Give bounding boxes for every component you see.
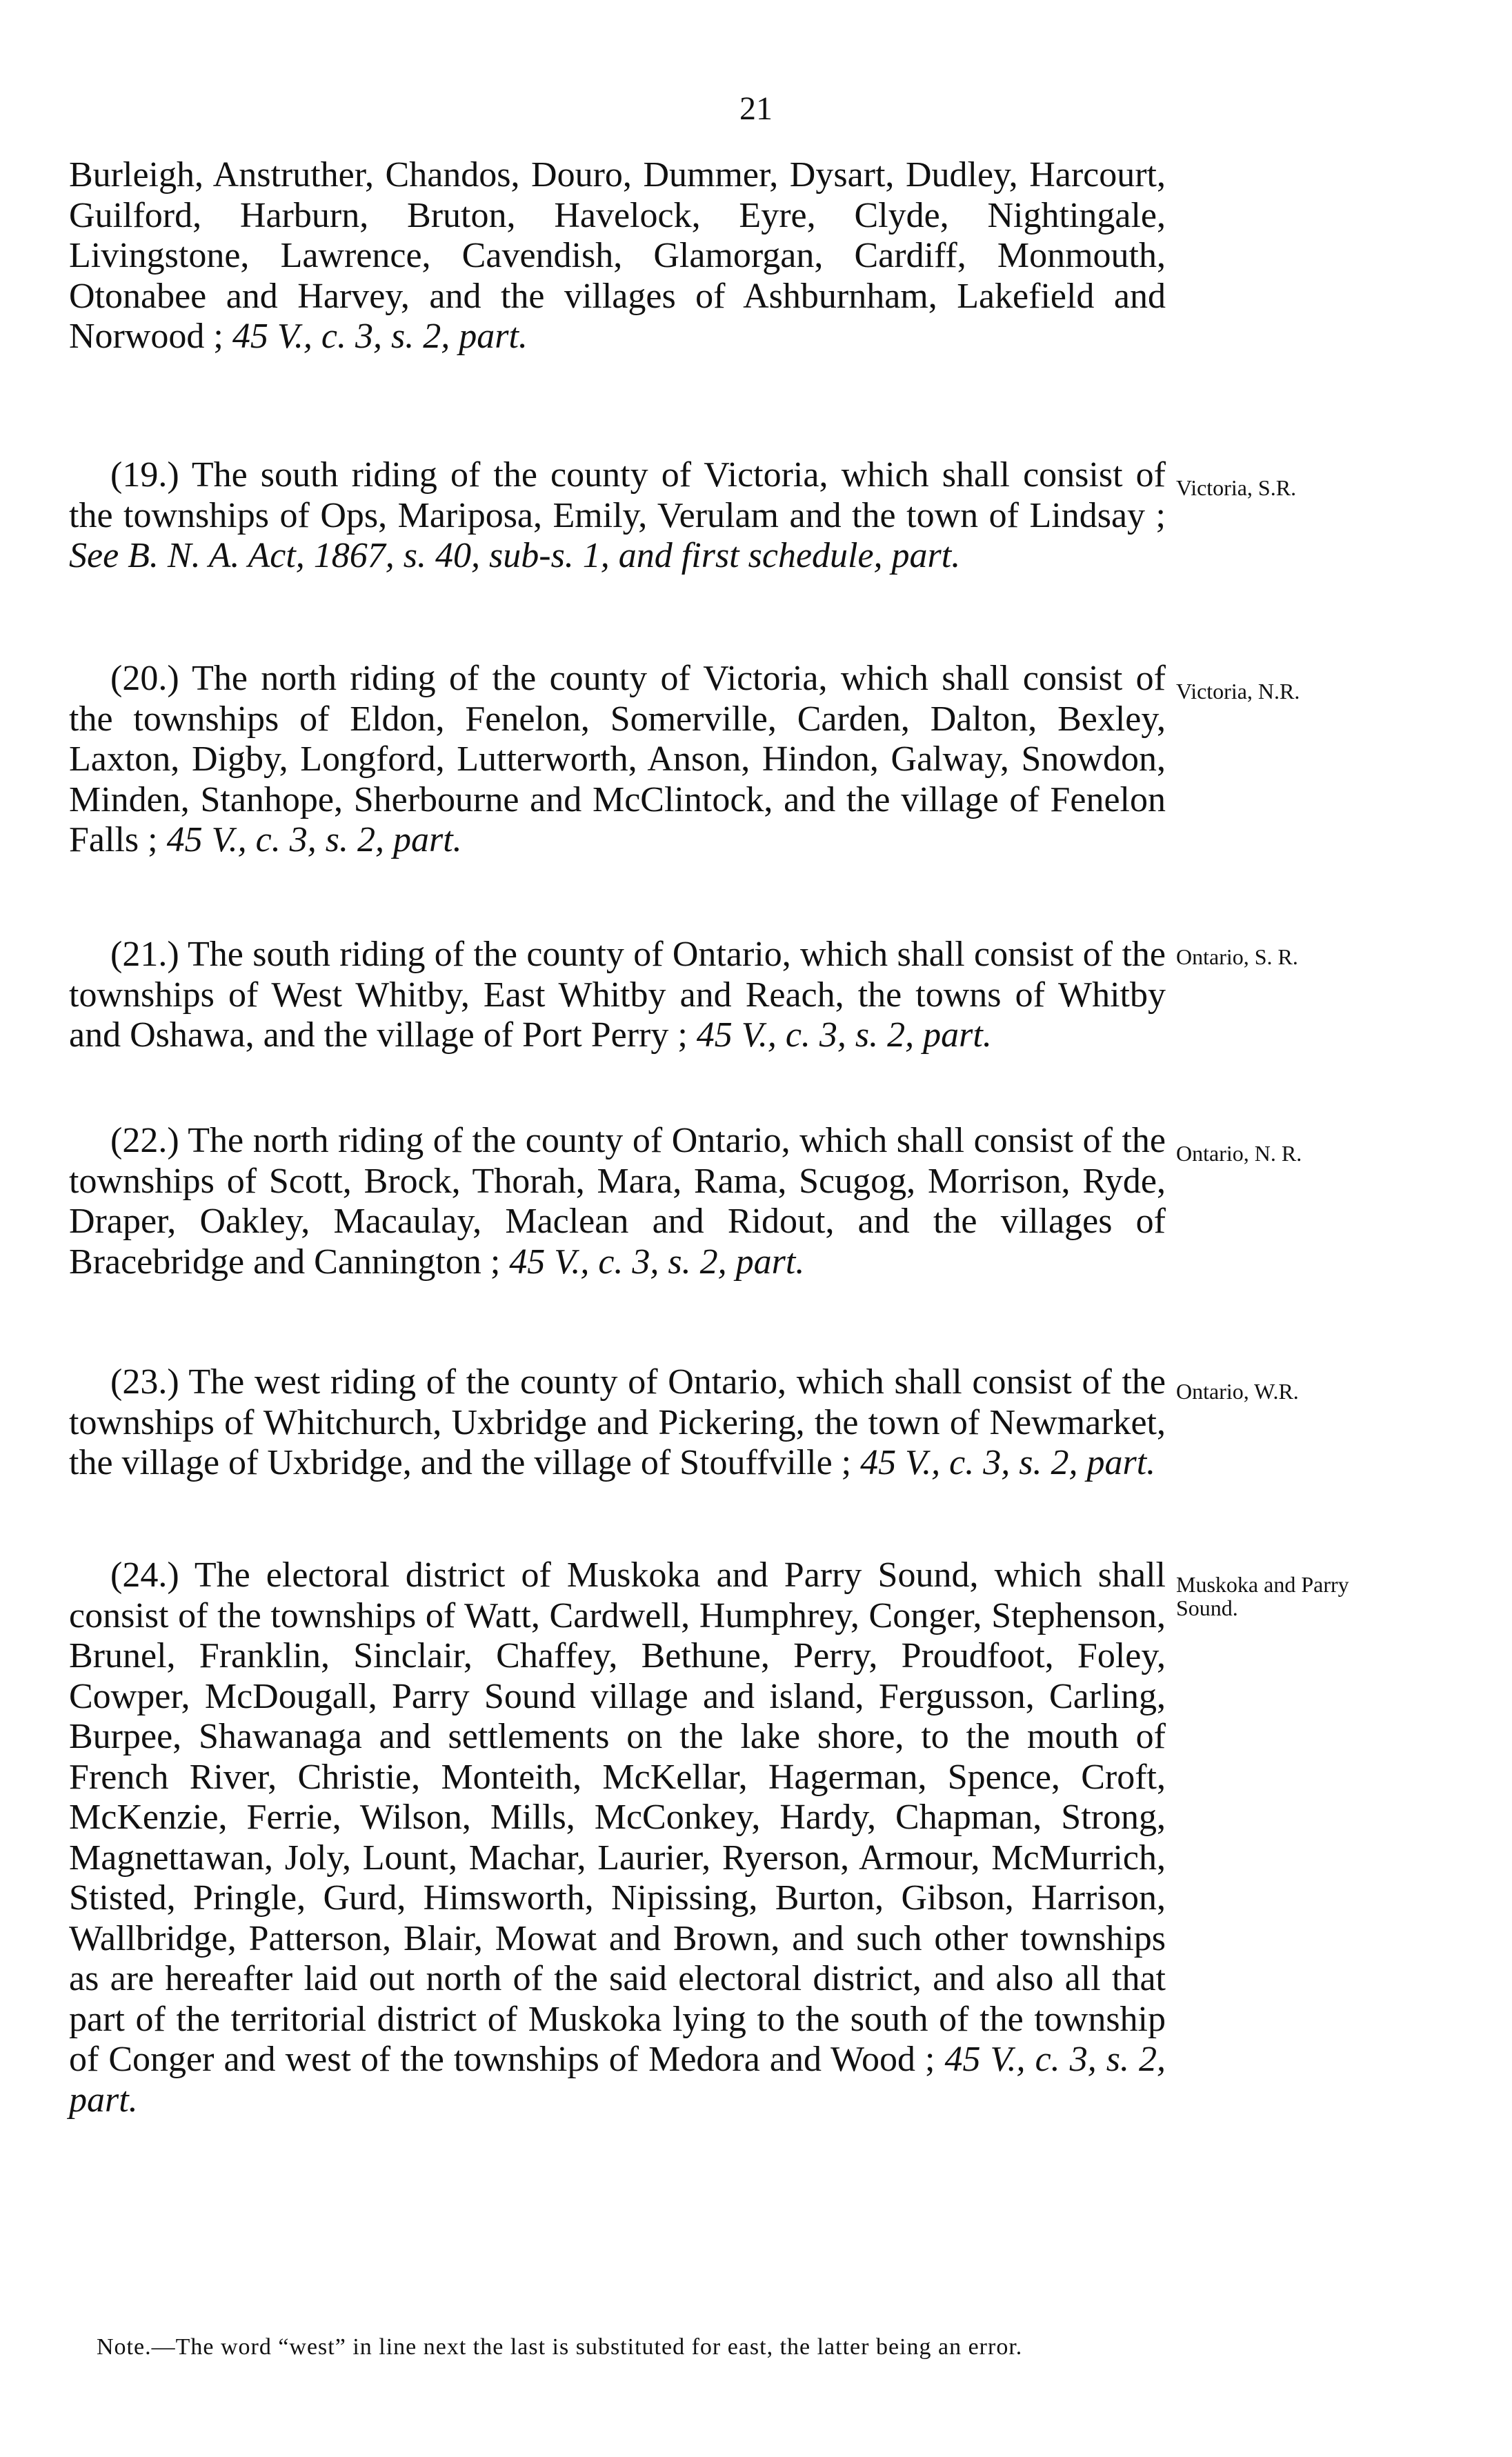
page-number: 21 <box>739 90 773 127</box>
paragraph-text: Burleigh, Anstruther, Chandos, Douro, Dummer, Dysart, Dudley, Harcourt, Guilford, Harburn, Bruton, Havelock, Eyre, Clyde, Nightingale, Livingstone, Lawrence, Cavendish, Glamorgan, Cardiff, Monmouth, Otonabee and Harvey, and the villages of Ashburnham, Lakefield and Norwood ; <box>69 155 1166 356</box>
paragraph-text: The west riding of the county of Ontario, which shall consist of the townships of Whitchurch, Uxbridge and Pickering, the town of Newmarket, the village of Uxbridge, and the village of Stouffville ; <box>69 1362 1166 1482</box>
citation: 45 V., c. 3, s. 2, part. <box>69 2040 1166 2120</box>
citation: 45 V., c. 3, s. 2, part. <box>509 1242 805 1282</box>
paragraph-text: The south riding of the county of Ontario, which shall consist of the townships of West Whitby, East Whitby and Reach, the towns of Whitby and Oshawa, and the village of Port Perry ; <box>69 935 1166 1055</box>
margin-note-20: Victoria, N.R. <box>1176 679 1300 704</box>
paragraph-text: The north riding of the county of Victoria, which shall consist of the townships of Eldon, Fenelon, Somerville, Carden, Dalton, Bexley, Laxton, Digby, Longford, Lutterworth, Anson, Hindon, Galway, Snowdon, Minden, Stanhope, Sherbourne and McClintock, and the village of Fenelon Falls ; <box>69 659 1166 859</box>
margin-note-22: Ontario, N. R. <box>1176 1141 1302 1166</box>
margin-note-21: Ontario, S. R. <box>1176 944 1298 969</box>
section-number: (21.) <box>110 935 179 974</box>
citation: See B. N. A. Act, 1867, s. 40, sub-s. 1, and first schedule, part. <box>69 536 961 575</box>
paragraph-19 <box>69 455 1166 577</box>
section-number: (19.) <box>110 455 179 495</box>
citation: 45 V., c. 3, s. 2, part. <box>166 820 462 859</box>
paragraph-text: The north riding of the county of Ontario, which shall consist of the townships of Scott, Brock, Thorah, Mara, Rama, Scugog, Morrison, Ryde, Draper, Oakley, Macaulay, Maclean and Ridout, and the villages of Bracebridge and Cannington ; <box>69 1121 1166 1282</box>
paragraph-text: The south riding of the county of Victoria, which shall consist of the townships of Ops, Mariposa, Emily, Verulam and the town of Lindsay ; <box>69 455 1166 535</box>
paragraph-text: The electoral district of Muskoka and Parry Sound, which shall consist of the townships of Watt, Cardwell, Humphrey, Conger, Stephenson, Brunel, Franklin, Sinclair, Chaffey, Bethune, Perry, Proudfoot, Foley, Cowper, McDougall, Parry Sound village and island, Fergusson, Carling, Burpee, Shawanaga and settlements on the lake shore, to the mouth of French River, Christie, Monteith, McKellar, Hagerman, Spence, Croft, McKenzie, Ferrie, Wilson, Mills, McConkey, Hardy, Chapman, Strong, Magnettawan, Joly, Lount, Machar, Laurier, Ryerson, Armour, McMurrich, Stisted, Pringle, Gurd, Himsworth, Nipissing, Burton, Gibson, Harrison, Wallbridge, Patterson, Blair, Mowat and Brown, and such other townships as are hereafter laid out north of the said electoral district, and also all that part of the territorial district of Muskoka lying to the south of the township of Conger and west of the townships of Medora and Wood ; <box>69 1555 1166 2079</box>
margin-note-23: Ontario, W.R. <box>1176 1379 1299 1404</box>
section-number: (23.) <box>110 1362 179 1402</box>
paragraph-21 <box>69 935 1166 1056</box>
citation: 45 V., c. 3, s. 2, part. <box>860 1443 1156 1482</box>
section-number: (24.) <box>110 1555 179 1595</box>
paragraph-continuation <box>69 155 1166 357</box>
margin-note-19: Victoria, S.R. <box>1176 475 1297 500</box>
footnote: Note.—The word “west” in line next the last is substituted for east, the latter being an error. <box>97 2334 1023 2360</box>
citation: 45 V., c. 3, s. 2, part. <box>232 317 528 356</box>
section-number: (20.) <box>110 659 179 698</box>
paragraph-23 <box>69 1362 1166 1484</box>
citation: 45 V., c. 3, s. 2, part. <box>696 1015 992 1055</box>
paragraph-20 <box>69 659 1166 861</box>
paragraph-24 <box>69 1555 1166 2120</box>
paragraph-22 <box>69 1121 1166 1282</box>
margin-note-24: Muskoka and Parry Sound. <box>1176 1572 1349 1620</box>
section-number: (22.) <box>110 1121 179 1160</box>
